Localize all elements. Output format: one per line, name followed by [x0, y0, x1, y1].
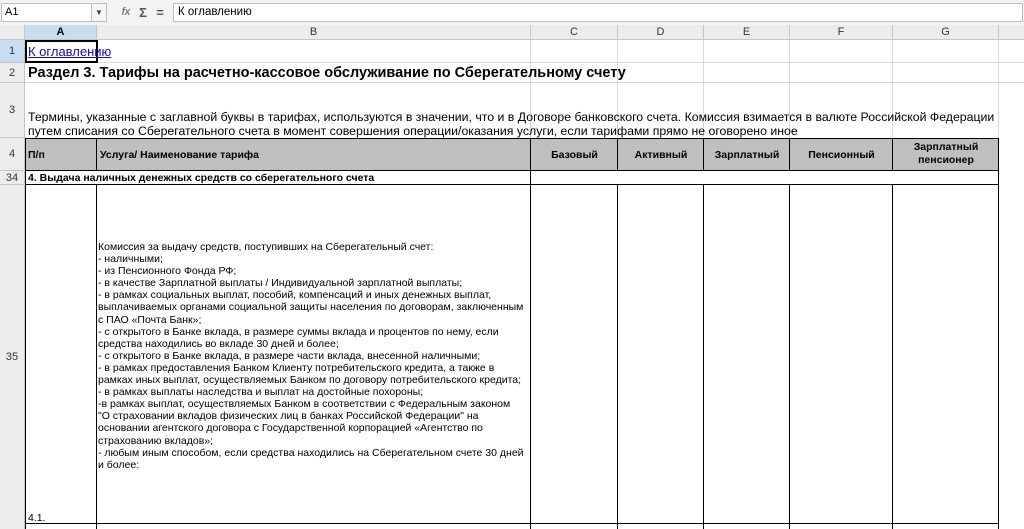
border-line	[25, 184, 999, 185]
row-header-1[interactable]: 1	[0, 40, 25, 63]
formula-bar	[0, 0, 1024, 26]
row-header-3[interactable]: 3	[0, 83, 25, 138]
desc-line: - в рамках социальных выплат, пособий, компенсаций и иных денежных выплат,	[98, 289, 492, 302]
section-4-heading: 4. Выдача наличных денежных средств со сберегательного счета	[28, 172, 375, 184]
formula-icon[interactable]: =	[156, 5, 164, 20]
border-line	[892, 185, 893, 529]
chevron-down-icon[interactable]: ▼	[91, 4, 106, 21]
desc-line: Комиссия за выдачу средств, поступивших на Сберегательный счет:	[98, 241, 434, 253]
border-line	[25, 138, 26, 529]
row-header-35[interactable]: 35	[0, 185, 25, 529]
desc-line: - в рамках предоставления Банком Клиенту потребительского кредита, а также в	[98, 361, 495, 374]
header-salary: Зарплатный	[714, 149, 780, 161]
row-header-2[interactable]: 2	[0, 63, 25, 83]
border-line	[998, 138, 999, 529]
desc-line: с ПАО «Почта Банк»;	[98, 313, 202, 326]
header-active: Активный	[634, 149, 688, 161]
terms-note	[28, 110, 994, 138]
desc-line: выплачиваемых органами социальной защиты населения по договорам, заключенным	[98, 301, 524, 314]
column-header-b[interactable]: B	[97, 25, 531, 40]
border-line	[96, 138, 97, 171]
sum-icon[interactable]: Σ	[139, 5, 147, 20]
terms-note-line-2: путем списания со Сберегательного счета в момент совершения операции/оказания услуги, если тарифами прямо не оговорено иное	[28, 124, 798, 138]
border-line	[617, 185, 618, 529]
formula-input-value[interactable]: К оглавлению	[178, 6, 252, 18]
desc-line: средства находились во вкладе 30 дней и более;	[98, 337, 339, 350]
column-header-g[interactable]: G	[893, 25, 999, 40]
toc-link-text[interactable]: К оглавлению	[28, 44, 112, 59]
desc-line: основании агентского договора с Государственной корпорацией «Агентство по	[98, 422, 483, 435]
desc-line: "О страховании вкладов физических лиц в банках Российской Федерации" на	[98, 410, 479, 423]
border-line	[703, 185, 704, 529]
grid-line	[25, 62, 1024, 63]
desc-line: - любым иным способом, если средства находились на Сберегательном счете 30 дней	[98, 446, 524, 459]
desc-line: - наличными;	[98, 253, 163, 266]
border-line	[530, 138, 531, 529]
desc-line: - с открытого в Банке вклада, в размере суммы вклада и процентов по нему, если	[98, 325, 499, 338]
row-header-4[interactable]: 4	[0, 138, 25, 171]
commission-description	[98, 241, 524, 471]
desc-line: - с открытого в Банке вклада, в размере части вклада, внесенной наличными;	[98, 349, 481, 362]
border-line	[789, 138, 790, 171]
section-title: Раздел 3. Тарифы на расчетно-кассовое обслуживание по Сберегательному счету	[28, 65, 626, 81]
header-pension: Пенсионный	[808, 149, 875, 161]
toc-link[interactable]	[28, 44, 111, 59]
desc-line: страхованию вкладов»;	[98, 434, 214, 447]
desc-line: - в качестве Зарплатной выплаты / Индивидуальной зарплатной выплаты;	[98, 277, 463, 290]
column-header-d[interactable]: D	[618, 25, 704, 40]
header-basic: Базовый	[551, 149, 598, 161]
row-header-34[interactable]: 34	[0, 171, 25, 185]
header-salary-pensioner-line-1: Зарплатный	[913, 141, 979, 153]
desc-line: рамках иных выплат, осуществляемых Банком по договору потребительского кредита;	[98, 374, 522, 387]
desc-line: - из Пенсионного Фонда РФ;	[98, 265, 237, 278]
header-pp: П/п	[28, 149, 45, 161]
name-box[interactable]	[1, 3, 107, 22]
grid-line	[25, 82, 1024, 83]
name-box-value[interactable]: A1	[5, 6, 19, 18]
border-line	[617, 138, 618, 171]
desc-line: - в рамках выплаты наследства и выплат на достойные похороны;	[98, 386, 424, 399]
terms-note-line-1: Термины, указанные с заглавной буквы в тарифах, используются в значении, что и в Договоре банковского счета. Комиссия взимается в валюте Российской Федерации	[28, 110, 995, 124]
desc-line: -в рамках выплат, осуществляемых Банком в соответствии с Федеральным законом	[98, 398, 511, 411]
column-header-c[interactable]: C	[531, 25, 618, 40]
column-header-next[interactable]	[999, 25, 1024, 40]
desc-line: и более:	[98, 458, 140, 471]
border-line	[892, 138, 893, 171]
border-line	[96, 185, 97, 529]
header-salary-pensioner	[893, 141, 999, 167]
border-line	[25, 523, 999, 524]
column-header-e[interactable]: E	[704, 25, 790, 40]
column-header-a[interactable]: A	[25, 25, 97, 40]
border-line	[789, 185, 790, 529]
border-line	[703, 138, 704, 171]
border-line	[25, 170, 999, 171]
select-all-corner[interactable]	[0, 25, 25, 40]
formula-input[interactable]	[173, 3, 1023, 22]
item-code: 4.1.	[28, 512, 46, 524]
header-salary-pensioner-line-2: пенсионер	[918, 154, 974, 166]
function-wizard-icon[interactable]: fx	[121, 6, 131, 18]
border-line	[25, 138, 999, 139]
header-service: Услуга/ Наименование тарифа	[100, 149, 259, 161]
column-header-f[interactable]: F	[790, 25, 893, 40]
